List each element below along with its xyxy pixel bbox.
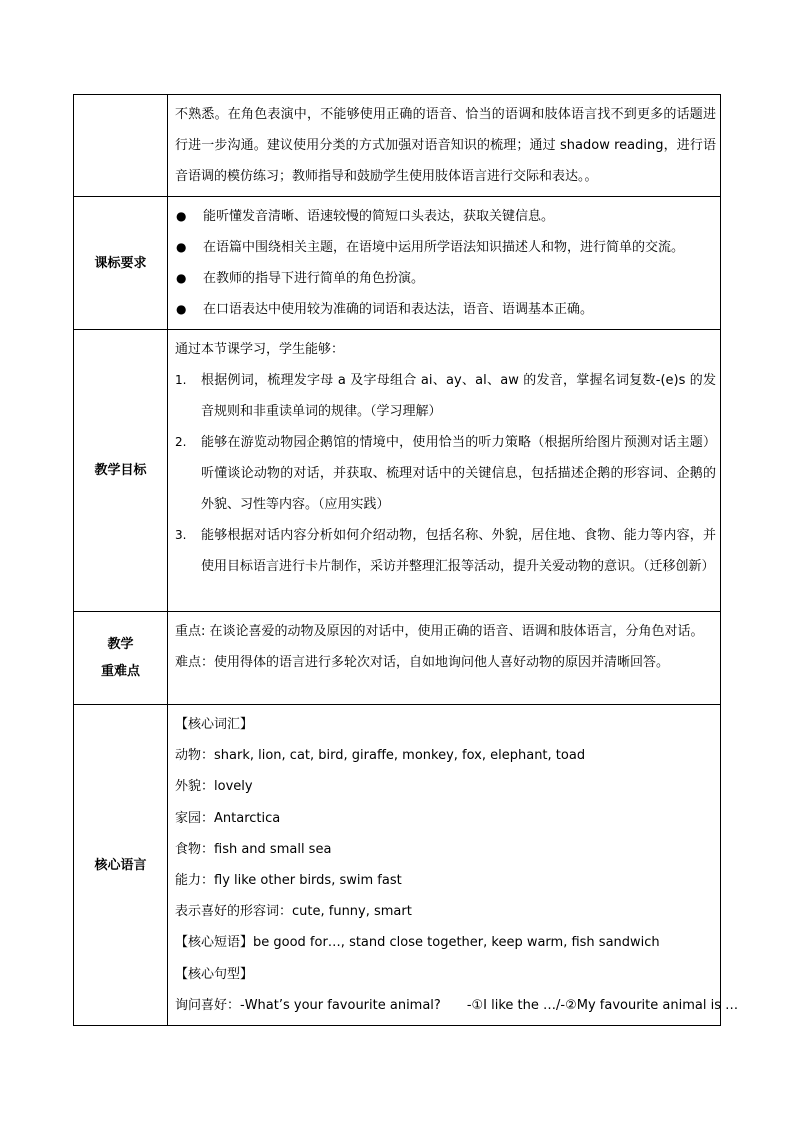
standard-item [175,201,716,232]
sentence-heading: 【核心句型】 [175,966,254,982]
food-line: 食物：fish and small sea [175,841,332,857]
key-points-label-line2: 重难点 [100,664,140,679]
goal-text: 根据例词，梳理发字母 a 及字母组合 ai、ay、al、aw 的发音，掌握名词复数-(e)s 的发音规则和非重读单词的规律。（学习理解） [201,373,716,419]
standard-item-text: 能听懂发音清晰、语速较慢的简短口头表达，获取关键信息。 [203,209,555,224]
goal-text: 能够根据对话内容分析如何介绍动物，包括名称、外貌，居住地、食物、能力等内容，并使用目标语言进行卡片制作，采访并整理汇报等活动，提升关爱动物的意识。（迁移创新） [201,528,716,574]
standard-item [175,294,716,325]
goal-number: 2. [175,435,187,449]
goal-item [175,365,716,427]
goal-text: 能够在游览动物园企鹅馆的情境中，使用恰当的听力策略（根据所给图片预测对话主题）听懂谈论动物的对话，并获取、梳理对话中的关键信息，包括描述企鹅的形容词、企鹅的外貌、习性等内容。（应用实践） [201,435,716,512]
goal-item [175,520,716,582]
intro-content-cell [168,95,721,197]
adjectives-line: 表示喜好的形容词：cute, funny, smart [175,904,412,920]
lesson-plan-table [73,94,739,1026]
goals-content-cell [168,330,721,612]
key-points-label-line1: 教学 [107,637,134,652]
vocab-heading: 【核心词汇】 [175,717,254,732]
table-row-intro [74,95,721,197]
standard-content-cell [168,197,721,330]
standard-label: 课标要求 [74,197,168,330]
bullet-icon: ● [176,271,187,285]
key-points-content-cell [168,612,721,705]
intro-text: 不熟悉。在角色表演中，不能够使用正确的语音、恰当的语调和肢体语言找不到更多的话题进行进一步沟通。建议使用分类的方式加强对语音知识的梳理；通过 shadow reading，进行语音语调的模仿练习；教师指导和鼓励学生使用肢体语言进行交际和表达。。 [175,107,716,184]
standard-item-text: 在口语表达中使用较为准确的词语和表达法，语音、语调基本正确。 [203,302,594,317]
ability-line: 能力：fly like other birds, swim fast [175,873,402,889]
goals-label: 教学目标 [74,330,168,612]
ask-likes-line: 询问喜好：-What’s your favourite animal? -①I like the …/-②My favourite animal is … [175,997,739,1013]
animals-line: 动物：shark, lion, cat, bird, giraffe, monkey, fox, elephant, toad [175,748,586,764]
goal-number: 3. [175,528,187,542]
table-row-goals [74,330,721,612]
bullet-icon: ● [176,302,187,316]
table-row-core-language [74,705,721,1026]
home-line: 家园：Antarctica [175,810,281,826]
standard-item-text: 在语篇中围绕相关主题，在语境中运用所学语法知识描述人和物，进行简单的交流。 [203,240,685,255]
standard-item-text: 在教师的指导下进行简单的角色扮演。 [203,271,425,286]
table-row-key-points [74,612,721,705]
focus-text: 重点: 在谈论喜爱的动物及原因的对话中，使用正确的语音、语调和肢体语言，分角色对话。 [175,624,704,639]
bullet-icon: ● [176,240,187,254]
table-row-standard [74,197,721,330]
appearance-line: 外貌：lovely [175,779,253,795]
key-points-label [74,612,168,705]
goals-intro: 通过本节课学习，学生能够： [175,342,345,357]
core-language-content-cell [168,705,739,1026]
phrases-line: 【核心短语】be good for…, stand close together, keep warm, fish sandwich [175,935,660,951]
standard-item [175,263,716,294]
bullet-icon: ● [176,209,187,223]
standard-item [175,232,716,263]
goal-number: 1. [175,373,187,387]
core-language-label: 核心语言 [74,705,168,1026]
goal-item [175,427,716,520]
difficulty-text: 难点：使用得体的语言进行多轮次对话，自如地询问他人喜好动物的原因并清晰回答。 [175,655,670,670]
intro-label-cell [74,95,168,197]
